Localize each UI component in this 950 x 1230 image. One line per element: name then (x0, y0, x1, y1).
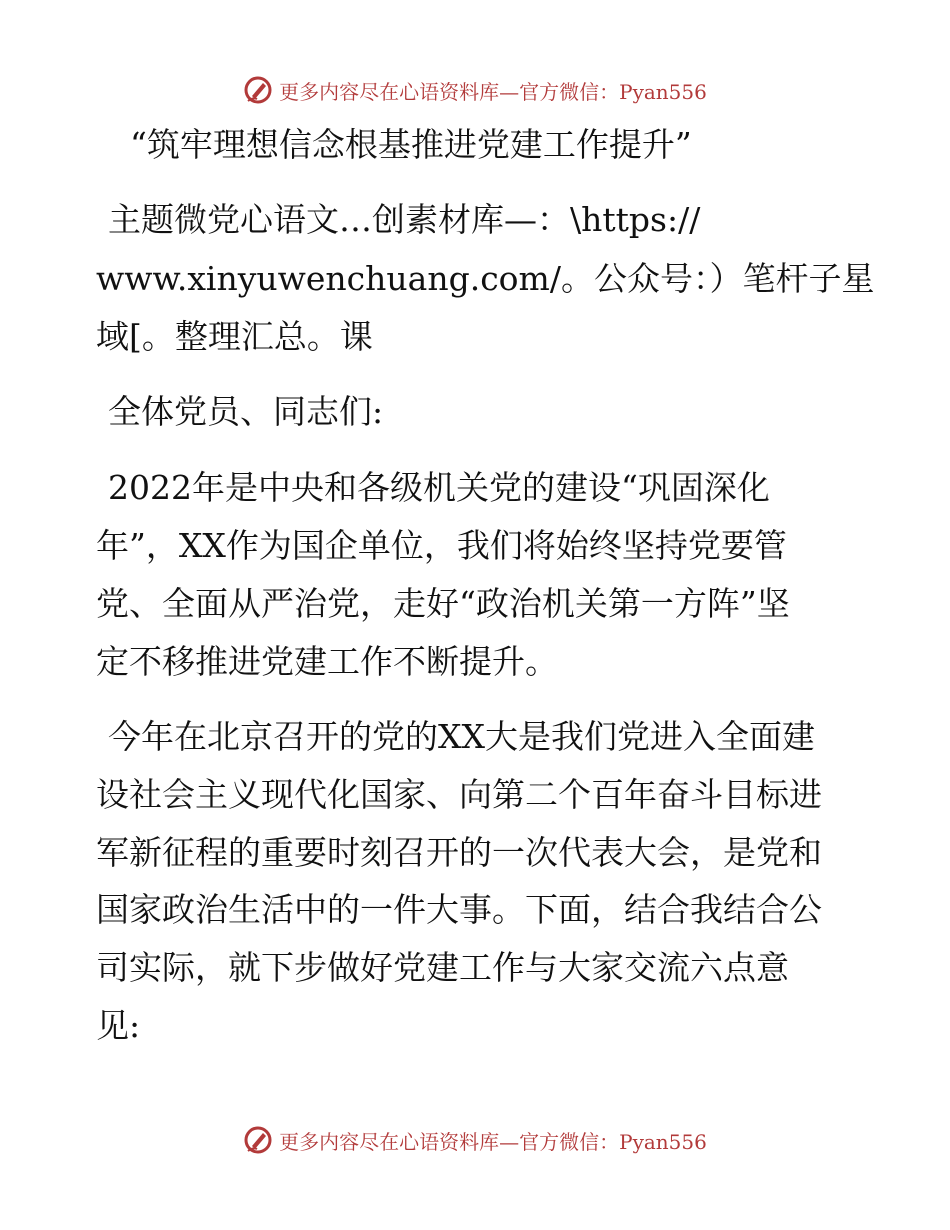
paragraph-2-line-2: 设社会主义现代化国家、向第二个百年奋斗目标进 (96, 775, 822, 814)
paragraph-2-line-3: 军新征程的重要时刻召开的一次代表大会，是党和 (96, 833, 822, 872)
salutation: 全体党员、同志们: (108, 392, 384, 431)
paragraph-2-line-4: 国家政治生活中的一件大事。下面，结合我结合公 (96, 890, 822, 929)
pen-logo-icon (243, 75, 273, 105)
header-watermark (0, 70, 950, 110)
document-title: “筑牢理想信念根基推进党建工作提升” (130, 125, 692, 164)
source-line-1: 主题微党心语文…创素材库—：\https:// (108, 200, 701, 239)
source-line-3: 域[。整理汇总。课 (96, 317, 373, 356)
paragraph-1-line-4: 定不移推进党建工作不断提升。 (96, 642, 558, 681)
source-line-2: www.xinyuwenchuang.com/。公众号：）笔杆子星 (96, 259, 875, 298)
paragraph-1-line-2: 年”，XX作为国企单位，我们将始终坚持党要管 (96, 526, 787, 565)
footer-watermark (0, 1120, 950, 1160)
paragraph-1-line-1: 2022年是中央和各级机关党的建设“巩固深化 (108, 468, 770, 507)
paragraph-2-line-6: 见: (96, 1006, 141, 1045)
paragraph-2-line-1: 今年在北京召开的党的XX大是我们党进入全面建 (108, 717, 815, 756)
pen-logo-icon (243, 1125, 273, 1155)
watermark-text: 更多内容尽在心语资料库—官方微信：Pyan556 (279, 79, 707, 104)
watermark-text: 更多内容尽在心语资料库—官方微信：Pyan556 (279, 1129, 707, 1154)
paragraph-2-line-5: 司实际，就下步做好党建工作与大家交流六点意 (96, 948, 789, 987)
paragraph-1-line-3: 党、全面从严治党，走好“政治机关第一方阵”坚 (96, 584, 790, 623)
